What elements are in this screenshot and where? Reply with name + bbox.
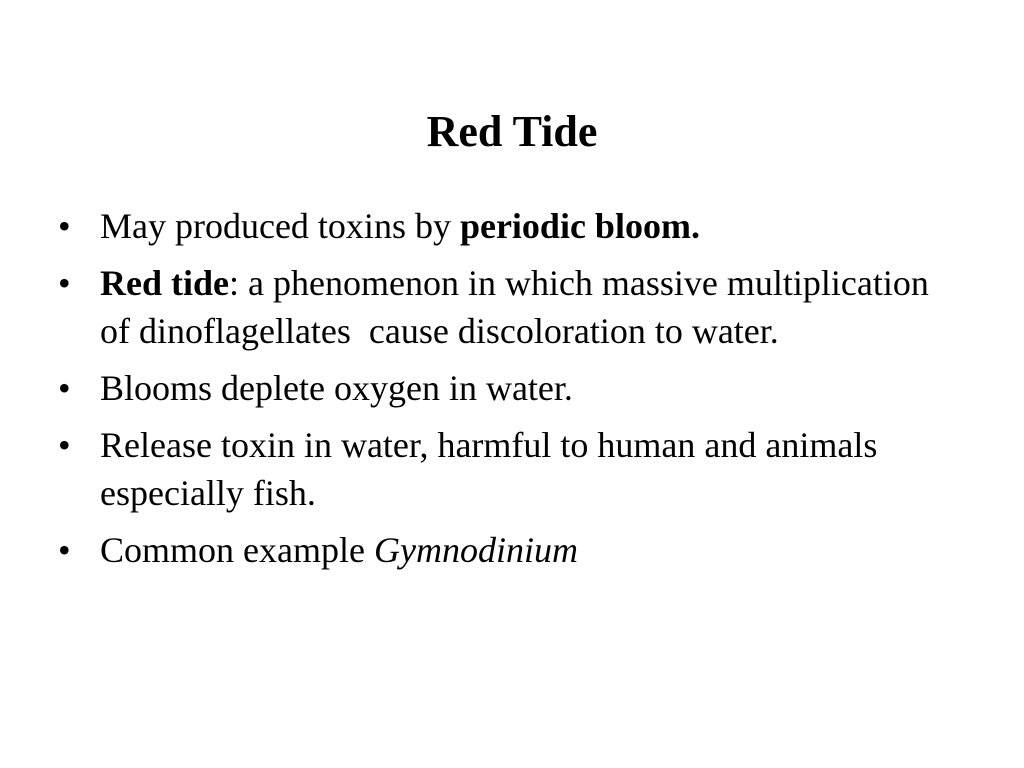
bullet-text: May produced toxins by — [100, 206, 460, 246]
bullet-text: Release toxin in water, harmful to human and animals especially fish. — [100, 425, 878, 513]
bullet-marker: • — [58, 425, 71, 465]
bullet-item-periodic-bloom — [58, 202, 958, 250]
bullet-item-oxygen — [58, 364, 958, 412]
bullet-italic-text: Gymnodinium — [373, 530, 578, 570]
bullet-text: : a phenomenon in which massive multiplication of dinoflagellates cause discoloration to water. — [100, 263, 938, 351]
bullet-marker: • — [58, 530, 71, 570]
bullet-marker: • — [58, 263, 71, 303]
bullet-item-toxin-release — [58, 421, 958, 517]
bullet-bold-text: periodic bloom. — [459, 206, 700, 246]
bullet-bold-text: Red tide — [100, 263, 229, 303]
bullet-marker: • — [58, 206, 71, 246]
bullet-text: Blooms deplete oxygen in water. — [100, 368, 573, 408]
bullet-list — [58, 202, 958, 583]
slide-title: Red Tide — [426, 107, 598, 156]
bullet-item-red-tide-definition — [58, 259, 958, 355]
bullet-text: Common example — [100, 530, 374, 570]
bullet-item-common-example — [58, 526, 958, 574]
bullet-marker: • — [58, 368, 71, 408]
